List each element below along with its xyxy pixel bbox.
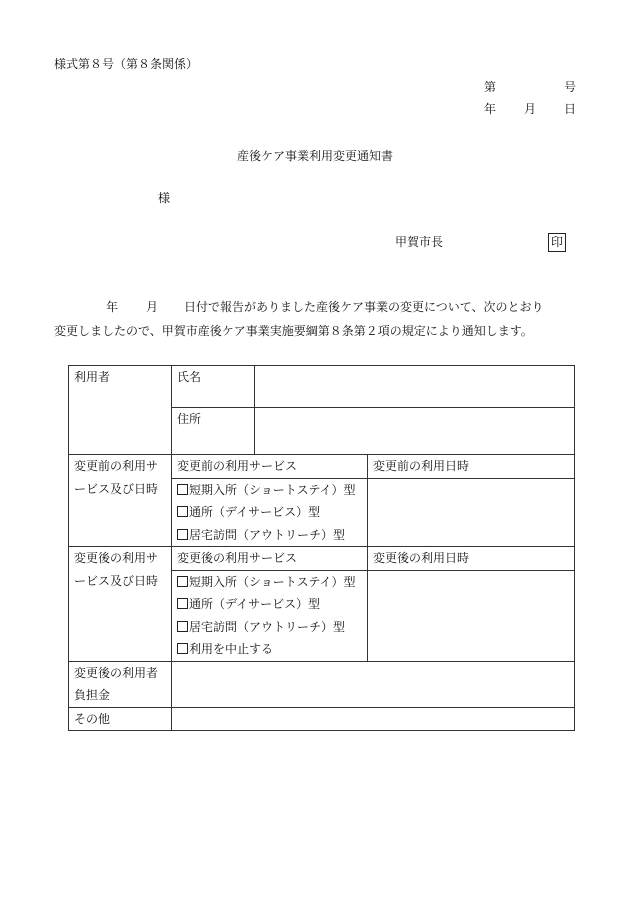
option-home-visit[interactable]: 居宅訪問（アウトリーチ）型	[177, 616, 362, 639]
checkbox[interactable]	[177, 576, 188, 587]
after-change-label	[69, 547, 172, 662]
user-label: 利用者	[69, 366, 172, 455]
option-short-stay[interactable]: 短期入所（ショートステイ）型	[177, 479, 362, 502]
date-year: 年	[484, 102, 497, 116]
address-field[interactable]	[255, 408, 575, 455]
checkbox[interactable]	[177, 621, 188, 632]
before-service-header: 変更前の利用サービス	[172, 455, 368, 479]
addressee: 様	[158, 191, 171, 205]
before-date-field[interactable]	[368, 478, 575, 547]
table-row	[69, 707, 575, 731]
table-row	[69, 455, 575, 479]
option-day-service[interactable]: 通所（デイサービス）型	[177, 593, 362, 616]
seal-stamp: 印	[548, 233, 566, 252]
change-form-table	[68, 365, 575, 731]
option-cancel-use[interactable]: 利用を中止する	[177, 638, 362, 661]
body-year: 年	[106, 300, 119, 314]
address-label: 住所	[172, 408, 255, 455]
before-label-line1: 変更前の利用サ	[74, 459, 159, 473]
checkbox[interactable]	[177, 506, 188, 517]
table-row	[69, 547, 575, 571]
date-day: 日	[564, 102, 577, 116]
body-month: 月	[146, 300, 159, 314]
other-field[interactable]	[172, 707, 575, 731]
doc-number-suffix: 号	[564, 80, 577, 94]
checkbox[interactable]	[177, 529, 188, 540]
form-number: 様式第８号（第８条関係）	[54, 57, 199, 71]
burden-label-line2: 負担金	[74, 688, 111, 702]
body-line1-text: 日付で報告がありました産後ケア事業の変更について、次のとおり	[184, 300, 544, 314]
after-service-header: 変更後の利用サービス	[172, 547, 368, 571]
checkbox[interactable]	[177, 598, 188, 609]
burden-field[interactable]	[172, 661, 575, 707]
after-date-header: 変更後の利用日時	[368, 547, 575, 571]
option-day-service[interactable]: 通所（デイサービス）型	[177, 501, 362, 524]
before-label-line2: ービス及び日時	[74, 481, 159, 496]
document-title: 産後ケア事業利用変更通知書	[236, 149, 393, 163]
before-change-label	[69, 455, 172, 547]
after-label-line2: ービス及び日時	[74, 573, 159, 588]
body-line-2: 変更しましたので、甲賀市産後ケア事業実施要綱第８条第２項の規定により通知します。	[54, 324, 533, 338]
checkbox[interactable]	[177, 484, 188, 495]
name-label: 氏名	[172, 366, 255, 408]
option-short-stay[interactable]: 短期入所（ショートステイ）型	[177, 571, 362, 594]
burden-label-line1: 変更後の利用者	[74, 665, 159, 680]
other-label: その他	[69, 707, 172, 731]
after-service-options	[172, 570, 368, 661]
checkbox[interactable]	[177, 643, 188, 654]
doc-number-prefix: 第	[484, 80, 497, 94]
option-home-visit[interactable]: 居宅訪問（アウトリーチ）型	[177, 524, 362, 547]
issuer: 甲賀市長	[395, 235, 444, 249]
before-date-header: 変更前の利用日時	[368, 455, 575, 479]
before-service-options	[172, 478, 368, 547]
after-date-field[interactable]	[368, 570, 575, 661]
after-label-line1: 変更後の利用サ	[74, 551, 159, 565]
table-row	[69, 366, 575, 408]
name-field[interactable]	[255, 366, 575, 408]
table-row	[69, 661, 575, 707]
date-month: 月	[524, 102, 537, 116]
burden-label	[69, 661, 172, 707]
